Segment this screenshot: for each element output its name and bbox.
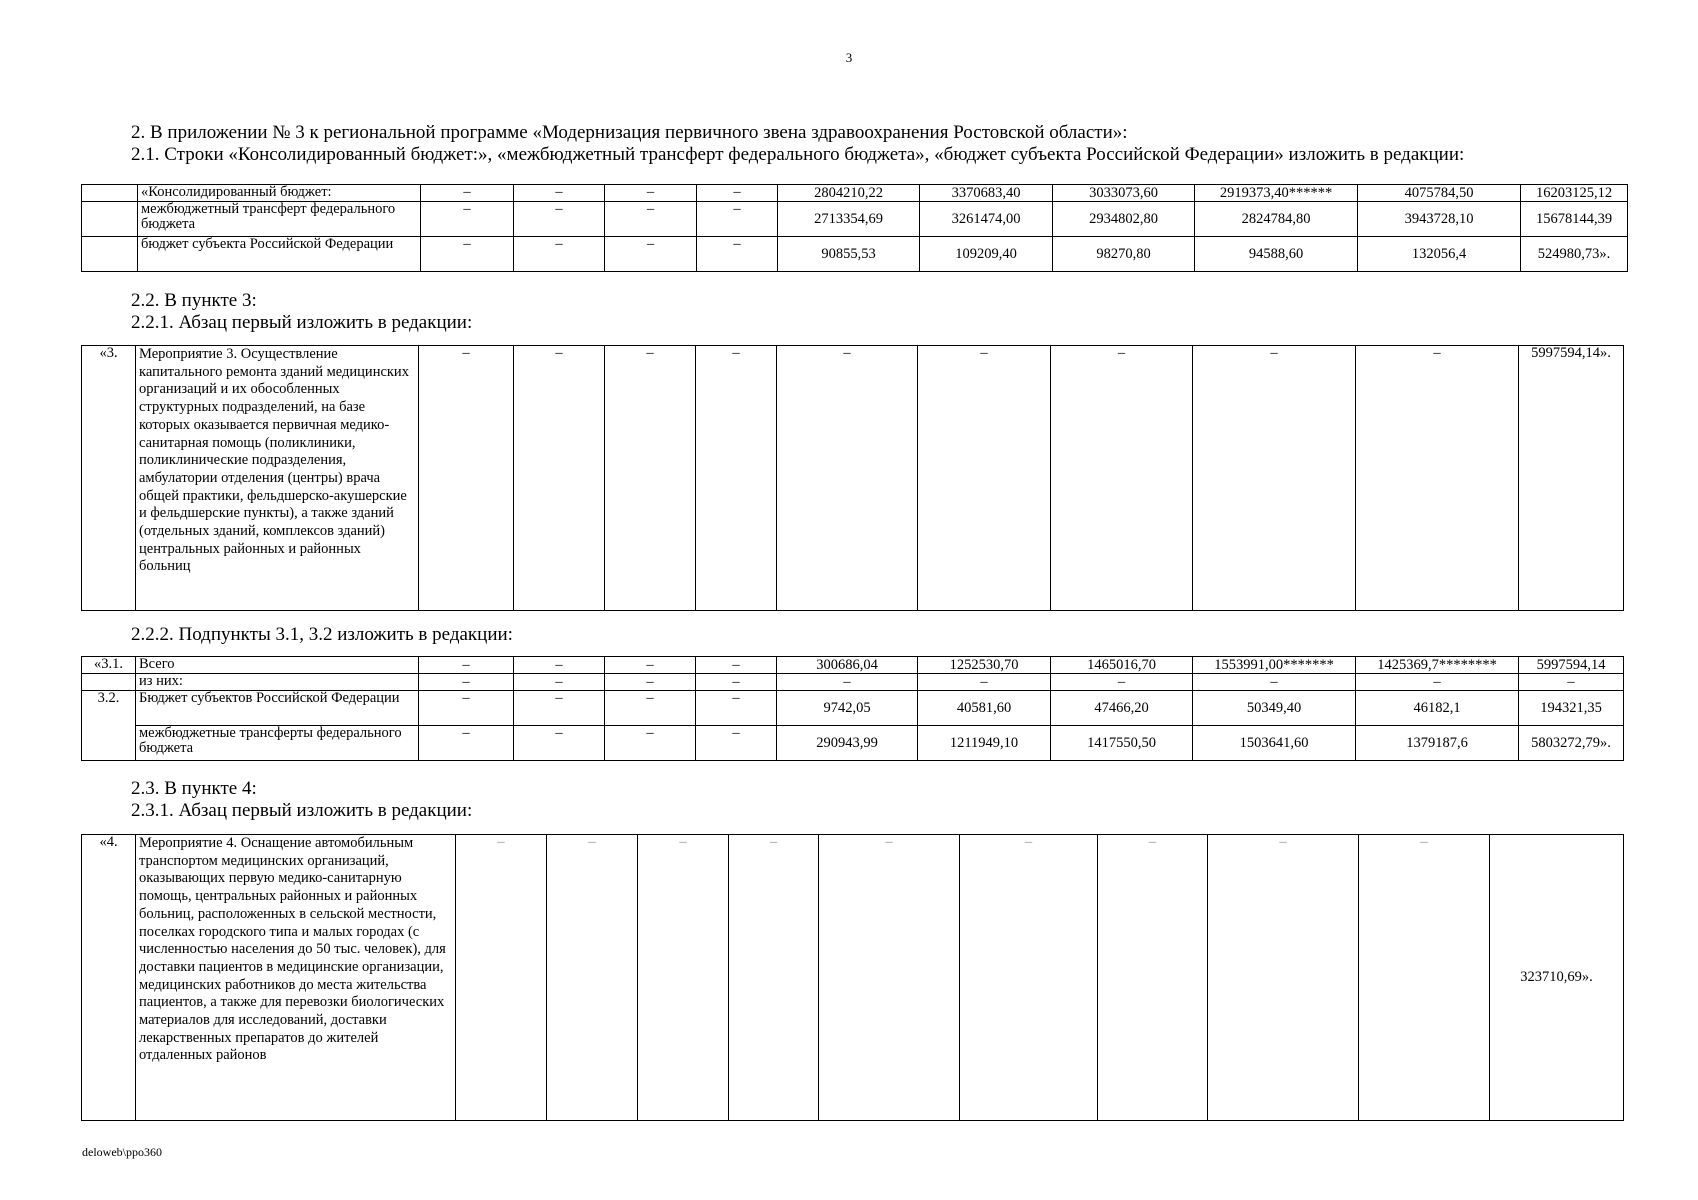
cell: – (605, 657, 696, 674)
cell: – (729, 835, 819, 1121)
cell: – (419, 726, 514, 761)
table-row (82, 202, 1628, 237)
table-row (82, 691, 1624, 726)
cell: – (697, 185, 778, 202)
cell: – (1051, 346, 1193, 611)
cell: 94588,60 (1195, 237, 1358, 272)
paragraph-2-2: 2.2. В пункте 3: (131, 290, 257, 311)
cell: – (696, 691, 777, 726)
cell: – (918, 674, 1051, 691)
cell: 194321,35 (1519, 691, 1624, 726)
cell: – (1193, 674, 1356, 691)
cell: 47466,20 (1051, 691, 1193, 726)
table-row (82, 185, 1628, 202)
cell: 1252530,70 (918, 657, 1051, 674)
cell: 1417550,50 (1051, 726, 1193, 761)
cell: – (1356, 674, 1519, 691)
cell: 1465016,70 (1051, 657, 1193, 674)
cell: 40581,60 (918, 691, 1051, 726)
row-label: межбюджетный трансферт федерального бюджета (138, 202, 421, 237)
paragraph-2-3: 2.3. В пункте 4: (131, 778, 257, 799)
cell: – (421, 202, 514, 237)
cell: 5803272,79». (1519, 726, 1624, 761)
cell: 132056,4 (1358, 237, 1521, 272)
cell: – (960, 835, 1098, 1121)
cell: 1553991,00******* (1193, 657, 1356, 674)
cell: 300686,04 (777, 657, 918, 674)
table-row (82, 835, 1624, 1121)
cell: – (456, 835, 547, 1121)
cell: – (514, 691, 605, 726)
table-row (82, 346, 1624, 611)
paragraph-2-2-1: 2.2.1. Абзац первый изложить в редакции: (131, 312, 473, 333)
cell: – (1098, 835, 1208, 1121)
cell: – (419, 657, 514, 674)
total-cell: 323710,69». (1490, 835, 1624, 1121)
cell: – (514, 185, 605, 202)
row-label: Всего (136, 657, 419, 674)
row-number: «3. (82, 346, 136, 611)
cell: – (1359, 835, 1490, 1121)
cell: – (514, 674, 605, 691)
cell: – (1519, 674, 1624, 691)
cell: – (547, 835, 638, 1121)
footer-path: deloweb\ppo360 (82, 1145, 162, 1159)
cell: – (514, 202, 605, 237)
cell: 50349,40 (1193, 691, 1356, 726)
cell: – (514, 346, 605, 611)
cell: – (514, 657, 605, 674)
row-number: «4. (82, 835, 136, 1121)
cell: – (696, 346, 777, 611)
row-number (82, 202, 138, 237)
cell: 1503641,60 (1193, 726, 1356, 761)
cell: 1379187,6 (1356, 726, 1519, 761)
measure-description: Мероприятие 3. Осуществление капитального ремонта зданий медицинских организаций и их обособленных структурных подразделений, на базе которых оказывается первичная медико-санитарная помощь (поликлиники, поликлинические подразделения, амбулатории отделения (центры) врача общей практики, фельдшерско-акушерские и фельдшерские пункты), а также зданий (отдельных зданий, комплексов зданий) центральных районных и районных больниц (136, 346, 419, 611)
cell: 9742,05 (777, 691, 918, 726)
row-label: «Консолидированный бюджет: (138, 185, 421, 202)
cell: 3261474,00 (920, 202, 1053, 237)
row-number (82, 237, 138, 272)
cell: – (605, 726, 696, 761)
row-label: из них: (136, 674, 419, 691)
cell: – (421, 185, 514, 202)
cell: – (696, 674, 777, 691)
table-measure-3 (81, 345, 1624, 611)
cell: 98270,80 (1053, 237, 1195, 272)
cell: – (605, 346, 696, 611)
cell: 2824784,80 (1195, 202, 1358, 237)
cell: – (777, 346, 918, 611)
row-number: «3.1. (82, 657, 136, 674)
paragraph-2-2-2: 2.2.2. Подпункты 3.1, 3.2 изложить в редакции: (131, 624, 513, 645)
cell: 2804210,22 (778, 185, 920, 202)
cell: 15678144,39 (1521, 202, 1628, 237)
paragraph-2-1: 2.1. Строки «Консолидированный бюджет:», «межбюджетный трансферт федерального бюджета», «бюджет субъекта Российской Федерации» изложить в редакции: (131, 144, 1465, 165)
row-label: Бюджет субъектов Российской Федерации (136, 691, 419, 726)
cell: 16203125,12 (1521, 185, 1628, 202)
cell: 3943728,10 (1358, 202, 1521, 237)
cell: – (918, 346, 1051, 611)
cell: – (1208, 835, 1359, 1121)
row-number (82, 726, 136, 761)
row-label: межбюджетные трансферты федерального бюджета (136, 726, 419, 761)
cell: 2713354,69 (778, 202, 920, 237)
cell: 3033073,60 (1053, 185, 1195, 202)
cell: – (514, 237, 605, 272)
cell: – (1356, 346, 1519, 611)
cell: – (1193, 346, 1356, 611)
cell: 2934802,80 (1053, 202, 1195, 237)
row-label: бюджет субъекта Российской Федерации (138, 237, 421, 272)
cell: – (697, 202, 778, 237)
cell: – (819, 835, 960, 1121)
cell: 90855,53 (778, 237, 920, 272)
total-cell: 5997594,14». (1519, 346, 1624, 611)
cell: 46182,1 (1356, 691, 1519, 726)
cell: – (419, 346, 514, 611)
cell: – (1051, 674, 1193, 691)
row-number: 3.2. (82, 691, 136, 726)
cell: – (638, 835, 729, 1121)
cell: – (696, 657, 777, 674)
cell: 109209,40 (920, 237, 1053, 272)
cell: – (605, 674, 696, 691)
table-measure-4 (81, 834, 1624, 1121)
cell: – (605, 237, 697, 272)
cell: – (419, 691, 514, 726)
cell: – (777, 674, 918, 691)
table-row (82, 674, 1624, 691)
table-row (82, 657, 1624, 674)
cell: – (419, 674, 514, 691)
cell: – (697, 237, 778, 272)
cell: – (514, 726, 605, 761)
cell: 5997594,14 (1519, 657, 1624, 674)
cell: 524980,73». (1521, 237, 1628, 272)
cell: – (605, 202, 697, 237)
cell: – (605, 185, 697, 202)
cell: – (421, 237, 514, 272)
page-number: 3 (845, 50, 853, 65)
table-row (82, 726, 1624, 761)
cell: 290943,99 (777, 726, 918, 761)
measure-description: Мероприятие 4. Оснащение автомобильным транспортом медицинских организаций, оказывающих первую медико-санитарную помощь, центральных районных и районных больниц, расположенных в сельской местности, поселках городского типа и малых городах (с численностью населения до 50 тыс. человек), для доставки пациентов в медицинские организации, медицинских работников до места жительства пациентов, а также для перевозки биологических материалов для исследований, доставки лекарственных препаратов до жителей отдаленных районов (136, 835, 456, 1121)
row-number (82, 674, 136, 691)
paragraph-2: 2. В приложении № 3 к региональной программе «Модернизация первичного звена здравоохранения Ростовской области»: (131, 122, 1128, 143)
table-consolidated-budget (81, 184, 1628, 272)
cell: 1425369,7******** (1356, 657, 1519, 674)
paragraph-2-3-1: 2.3.1. Абзац первый изложить в редакции: (131, 800, 473, 821)
cell: 3370683,40 (920, 185, 1053, 202)
cell: 1211949,10 (918, 726, 1051, 761)
row-number (82, 185, 138, 202)
table-subitems-3-1-3-2 (81, 656, 1624, 761)
table-row (82, 237, 1628, 272)
cell: – (605, 691, 696, 726)
cell: – (696, 726, 777, 761)
cell: 2919373,40****** (1195, 185, 1358, 202)
cell: 4075784,50 (1358, 185, 1521, 202)
